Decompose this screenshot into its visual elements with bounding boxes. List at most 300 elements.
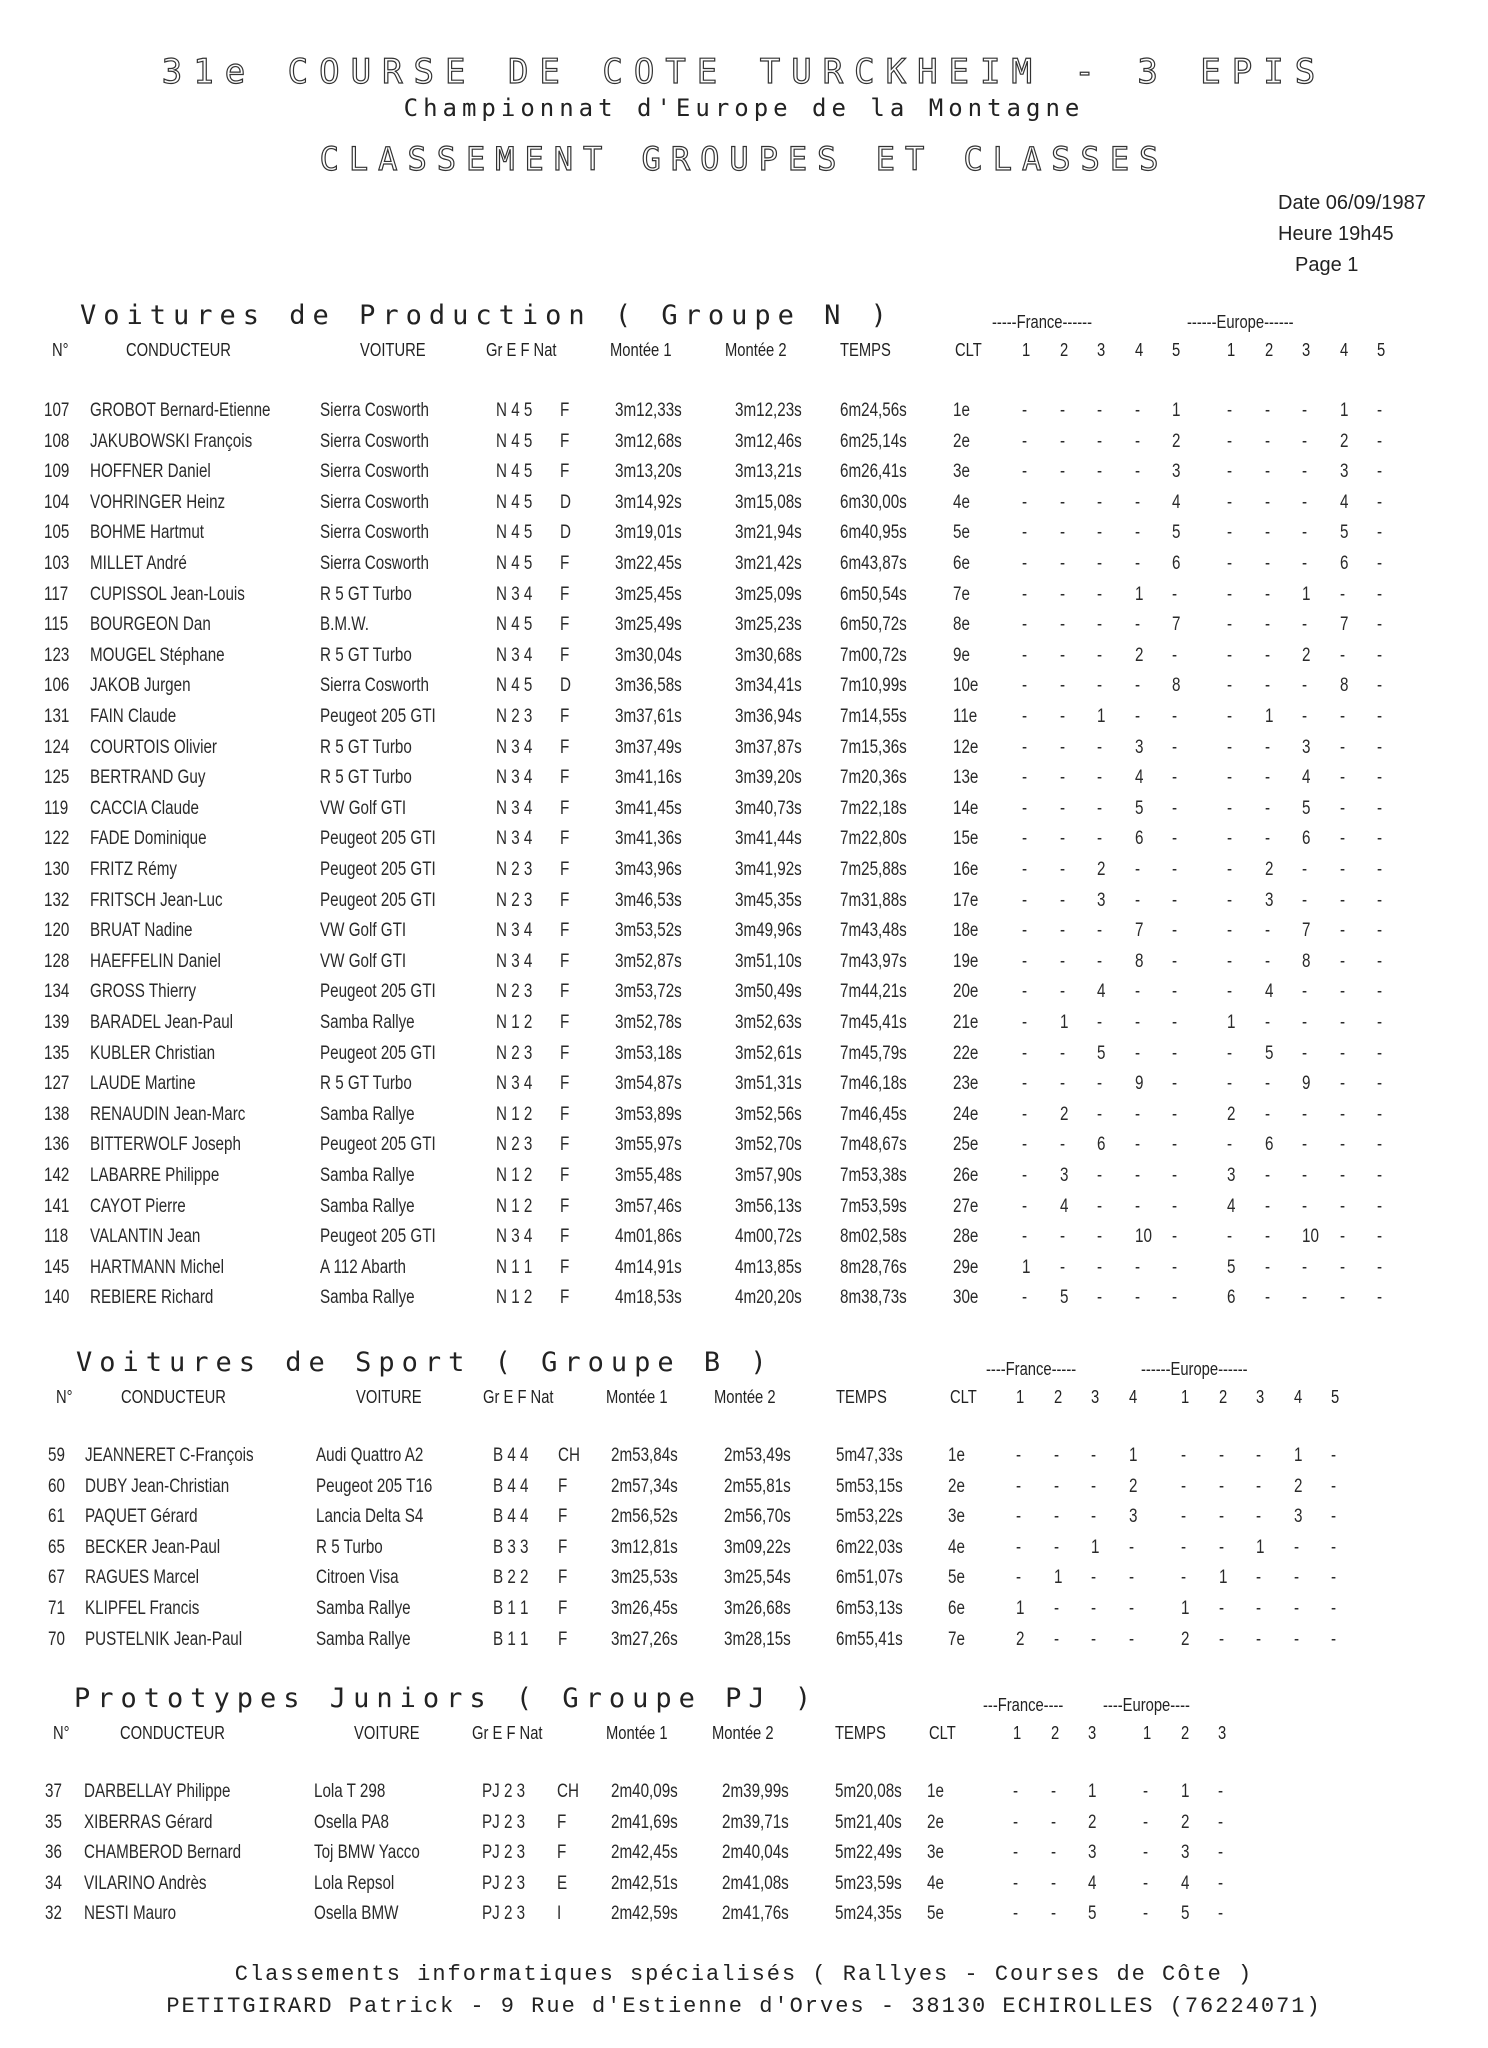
europe-class-rank: 2 [1227, 1103, 1236, 1125]
france-class-rank: - [1134, 1256, 1140, 1278]
result-row [0, 492, 1488, 522]
driver-name: BECKER Jean-Paul [85, 1536, 221, 1558]
france-class-rank: - [1059, 1073, 1065, 1095]
total-time: 6m26,41s [840, 461, 907, 483]
car-model: VW Golf GTI [320, 950, 407, 972]
france-class-rank: 1 [1091, 1536, 1100, 1558]
overall-rank: 2e [927, 1811, 944, 1833]
france-class-rank: - [1097, 644, 1103, 666]
result-row [0, 1257, 1488, 1287]
entry-number: 104 [44, 491, 70, 513]
france-class-rank: 1 [1053, 1567, 1062, 1589]
nationality: F [560, 1073, 570, 1095]
europe-class-rank: - [1339, 828, 1345, 850]
europe-col-header: 3 [1256, 1387, 1265, 1407]
entry-number: 120 [44, 920, 70, 942]
france-class-rank: - [1050, 1811, 1056, 1833]
nationality: F [560, 1256, 570, 1278]
col-num-header: N° [52, 340, 69, 360]
france-class-rank: - [1172, 950, 1178, 972]
europe-class-rank: - [1227, 950, 1233, 972]
france-class-rank: - [1134, 430, 1140, 452]
group-class: N 3 4 [496, 828, 533, 850]
europe-class-rank: - [1264, 430, 1270, 452]
france-class-rank: 1 [1016, 1598, 1025, 1619]
driver-name: GROBOT Bernard-Etienne [90, 400, 271, 421]
europe-class-rank: - [1377, 583, 1383, 605]
europe-class-rank: 7 [1302, 920, 1311, 942]
group-class: B 4 4 [493, 1506, 529, 1528]
run2-time: 3m13,21s [735, 461, 802, 483]
france-class-rank: - [1016, 1536, 1022, 1558]
run2-time: 3m25,23s [735, 614, 802, 636]
total-time: 6m43,87s [840, 553, 907, 574]
run2-time: 2m39,71s [722, 1811, 789, 1833]
europe-class-rank: - [1264, 644, 1270, 666]
france-class-rank: - [1022, 675, 1028, 697]
result-row [0, 798, 1488, 828]
france-class-rank: - [1134, 614, 1140, 636]
run1-time: 4m14,91s [615, 1256, 682, 1278]
run2-time: 3m52,56s [735, 1103, 802, 1125]
overall-rank: 28e [953, 1226, 979, 1248]
result-row [0, 461, 1488, 491]
europe-class-rank: - [1264, 491, 1270, 513]
total-time: 7m45,41s [840, 1012, 907, 1033]
europe-class-rank: - [1227, 553, 1233, 574]
run1-time: 3m13,20s [615, 461, 682, 483]
europe-class-rank: - [1181, 1475, 1187, 1497]
france-class-rank: - [1053, 1506, 1059, 1528]
total-time: 7m53,38s [840, 1165, 907, 1186]
entry-number: 134 [44, 981, 70, 1003]
run2-time: 3m15,08s [735, 491, 802, 513]
col-group-header: Gr E F Nat [472, 1723, 543, 1743]
driver-name: CAYOT Pierre [90, 1195, 186, 1217]
run1-time: 2m56,52s [611, 1506, 678, 1528]
entry-number: 65 [48, 1536, 65, 1558]
france-class-rank: - [1022, 1195, 1028, 1217]
entry-number: 138 [44, 1103, 70, 1125]
europe-class-rank: - [1218, 1506, 1224, 1528]
france-class-rank: 8 [1134, 950, 1143, 972]
result-row [0, 1134, 1488, 1164]
run1-time: 3m55,48s [615, 1165, 682, 1186]
total-time: 6m30,00s [840, 491, 907, 513]
france-class-rank: - [1050, 1781, 1056, 1802]
europe-class-rank: - [1227, 736, 1233, 758]
driver-name: RAGUES Marcel [85, 1567, 200, 1589]
result-row [0, 1629, 1488, 1659]
france-class-rank: - [1097, 553, 1103, 574]
europe-class-rank: - [1331, 1598, 1337, 1619]
europe-class-rank: 8 [1339, 675, 1348, 697]
france-class-rank: 5 [1172, 522, 1181, 544]
entry-number: 132 [44, 889, 70, 911]
run2-time: 2m41,08s [722, 1872, 789, 1894]
europe-col-header: 3 [1302, 340, 1311, 360]
france-class-rank: - [1097, 797, 1103, 819]
run1-time: 3m43,96s [615, 859, 682, 880]
france-class-rank: - [1059, 1042, 1065, 1064]
france-class-rank: 4 [1088, 1872, 1097, 1894]
france-class-rank: - [1134, 553, 1140, 574]
car-model: Peugeot 205 GTI [320, 706, 436, 727]
france-class-rank: 5 [1059, 1287, 1068, 1309]
driver-name: GROSS Thierry [90, 981, 197, 1003]
car-model: Peugeot 205 GTI [320, 859, 436, 880]
run2-time: 3m26,68s [724, 1598, 791, 1619]
car-model: Peugeot 205 GTI [320, 828, 436, 850]
europe-class-rank: - [1256, 1506, 1262, 1528]
france-class-rank: - [1059, 491, 1065, 513]
europe-class-rank: - [1264, 1195, 1270, 1217]
overall-rank: 1e [948, 1445, 965, 1466]
france-class-rank: - [1097, 675, 1103, 697]
result-row [0, 1873, 1488, 1903]
europe-class-rank: 4 [1180, 1872, 1189, 1894]
europe-class-rank: - [1331, 1506, 1337, 1528]
europe-class-rank: - [1302, 491, 1308, 513]
europe-class-rank: - [1302, 859, 1308, 880]
car-model: Samba Rallye [320, 1195, 415, 1217]
result-row [0, 1073, 1488, 1103]
nationality: F [560, 950, 570, 972]
france-class-rank: - [1016, 1475, 1022, 1497]
europe-class-rank: - [1181, 1536, 1187, 1558]
europe-class-rank: 5 [1302, 797, 1311, 819]
europe-class-rank: - [1377, 1073, 1383, 1095]
championship-subtitle: Championnat d'Europe de la Montagne [403, 94, 1085, 122]
france-group-label: ----France----- [986, 1359, 1077, 1379]
france-class-rank: - [1059, 706, 1065, 727]
nationality: D [560, 675, 571, 697]
run2-time: 3m52,63s [735, 1012, 802, 1033]
car-model: Sierra Cosworth [320, 400, 429, 421]
europe-class-rank: - [1256, 1445, 1262, 1466]
europe-class-rank: - [1377, 950, 1383, 972]
europe-class-rank: - [1302, 400, 1308, 421]
europe-class-rank: 2 [1264, 859, 1273, 880]
france-class-rank: - [1172, 1073, 1178, 1095]
nationality: F [560, 859, 570, 880]
driver-name: CHAMBEROD Bernard [84, 1842, 242, 1864]
total-time: 6m53,13s [836, 1598, 903, 1619]
document-header [0, 52, 1488, 178]
run2-time: 2m40,04s [722, 1842, 789, 1864]
nationality: CH [557, 1781, 579, 1802]
run1-time: 2m53,84s [611, 1445, 678, 1466]
run2-time: 3m30,68s [735, 644, 802, 666]
europe-class-rank: - [1377, 461, 1383, 483]
france-col-header: 1 [1013, 1723, 1022, 1743]
france-class-rank: - [1097, 1287, 1103, 1309]
europe-class-rank: - [1302, 430, 1308, 452]
france-class-rank: - [1172, 981, 1178, 1003]
entry-number: 131 [44, 706, 70, 727]
total-time: 6m50,72s [840, 614, 907, 636]
overall-rank: 7e [948, 1628, 965, 1650]
column-headers [0, 1387, 1488, 1417]
run2-time: 2m53,49s [724, 1445, 791, 1466]
car-model: R 5 GT Turbo [320, 583, 412, 605]
france-class-rank: - [1053, 1628, 1059, 1650]
overall-rank: 20e [953, 981, 979, 1003]
france-class-rank: - [1059, 981, 1065, 1003]
car-model: Audi Quattro A2 [316, 1445, 424, 1466]
car-model: Peugeot 205 GTI [320, 889, 436, 911]
nationality: F [560, 553, 570, 574]
car-model: Peugeot 205 T16 [316, 1475, 433, 1497]
europe-class-rank: - [1302, 981, 1308, 1003]
total-time: 7m15,36s [840, 736, 907, 758]
france-class-rank: - [1013, 1811, 1019, 1833]
total-time: 7m46,18s [840, 1073, 907, 1095]
france-class-rank: - [1097, 614, 1103, 636]
group-class: N 3 4 [496, 920, 533, 942]
france-class-rank: 6 [1097, 1134, 1106, 1156]
event-title: 31e COURSE DE COTE TURCKHEIM - 3 EPIS [161, 52, 1327, 92]
result-row [0, 1598, 1488, 1628]
europe-class-rank: - [1339, 767, 1345, 789]
car-model: Sierra Cosworth [320, 522, 429, 544]
result-row [0, 553, 1488, 583]
nationality: F [558, 1628, 568, 1650]
overall-rank: 16e [953, 859, 979, 880]
europe-class-rank: - [1181, 1445, 1187, 1466]
france-class-rank: 1 [1088, 1781, 1097, 1802]
group-class: N 3 4 [496, 950, 533, 972]
france-group-label: ---France---- [983, 1695, 1064, 1715]
europe-class-rank: - [1377, 981, 1383, 1003]
run1-time: 3m25,45s [615, 583, 682, 605]
europe-class-rank: - [1227, 1073, 1233, 1095]
france-class-rank: 1 [1022, 1256, 1031, 1278]
driver-name: HOFFNER Daniel [90, 461, 211, 483]
overall-rank: 5e [948, 1567, 965, 1589]
europe-col-header: 2 [1218, 1387, 1227, 1407]
europe-class-rank: - [1218, 1872, 1224, 1894]
entry-number: 67 [48, 1567, 65, 1589]
col-montee1-header: Montée 1 [606, 1387, 668, 1407]
france-class-rank: - [1172, 797, 1178, 819]
france-col-header: 4 [1134, 340, 1143, 360]
europe-class-rank: 1 [1302, 583, 1311, 605]
europe-class-rank: - [1264, 461, 1270, 483]
europe-group-label: ------Europe------ [1141, 1359, 1248, 1379]
run1-time: 3m25,49s [615, 614, 682, 636]
overall-rank: 3e [927, 1842, 944, 1864]
run2-time: 3m39,20s [735, 767, 802, 789]
europe-class-rank: - [1256, 1598, 1262, 1619]
europe-class-rank: 4 [1339, 491, 1348, 513]
france-class-rank: - [1053, 1536, 1059, 1558]
run2-time: 2m56,70s [724, 1506, 791, 1528]
france-class-rank: - [1134, 1042, 1140, 1064]
france-class-rank: - [1022, 614, 1028, 636]
europe-class-rank: - [1227, 859, 1233, 880]
europe-class-rank: - [1331, 1628, 1337, 1650]
france-class-rank: 3 [1172, 461, 1181, 483]
nationality: D [560, 491, 571, 513]
run1-time: 2m42,59s [611, 1903, 678, 1925]
total-time: 5m53,15s [836, 1475, 903, 1497]
run1-time: 3m53,52s [615, 920, 682, 942]
europe-class-rank: - [1331, 1475, 1337, 1497]
france-class-rank: - [1134, 491, 1140, 513]
europe-class-rank: 3 [1302, 736, 1311, 758]
entry-number: 61 [48, 1506, 65, 1528]
overall-rank: 18e [953, 920, 979, 942]
run1-time: 3m19,01s [615, 522, 682, 544]
europe-class-rank: - [1377, 1226, 1383, 1248]
france-class-rank: - [1091, 1445, 1097, 1466]
overall-rank: 22e [953, 1042, 979, 1064]
run1-time: 2m42,51s [611, 1872, 678, 1894]
france-class-rank: - [1022, 1012, 1028, 1033]
entry-number: 122 [44, 828, 70, 850]
car-model: R 5 GT Turbo [320, 644, 412, 666]
run1-time: 2m42,45s [611, 1842, 678, 1864]
france-group-label: -----France------ [992, 312, 1093, 332]
europe-class-rank: - [1227, 889, 1233, 911]
france-class-rank: - [1059, 797, 1065, 819]
run1-time: 2m57,34s [611, 1475, 678, 1497]
overall-rank: 11e [953, 706, 978, 727]
europe-class-rank: - [1293, 1598, 1299, 1619]
run2-time: 3m51,31s [735, 1073, 802, 1095]
result-row [0, 1567, 1488, 1597]
run1-time: 3m41,36s [615, 828, 682, 850]
total-time: 7m43,48s [840, 920, 907, 942]
group-class: B 1 1 [493, 1598, 529, 1619]
europe-class-rank: - [1227, 1042, 1233, 1064]
total-time: 7m22,18s [840, 797, 907, 819]
driver-name: BITTERWOLF Joseph [90, 1134, 241, 1156]
france-class-rank: - [1016, 1445, 1022, 1466]
footer-line-2: PETITGIRARD Patrick - 9 Rue d'Estienne d'Orves - 38130 ECHIROLLES (76224071) [166, 1994, 1322, 2019]
driver-name: XIBERRAS Gérard [84, 1811, 213, 1833]
car-model: Samba Rallye [316, 1628, 411, 1650]
overall-rank: 26e [953, 1165, 979, 1186]
europe-class-rank: - [1377, 1134, 1383, 1156]
europe-class-rank: - [1331, 1445, 1337, 1466]
europe-class-rank: - [1339, 950, 1345, 972]
run2-time: 3m40,73s [735, 797, 802, 819]
run1-time: 3m36,58s [615, 675, 682, 697]
run1-time: 4m01,86s [615, 1226, 682, 1248]
overall-rank: 4e [927, 1872, 944, 1894]
france-class-rank: - [1097, 583, 1103, 605]
france-class-rank: - [1059, 859, 1065, 880]
group-class: N 2 3 [496, 859, 533, 880]
europe-class-rank: - [1339, 1226, 1345, 1248]
driver-name: FRITSCH Jean-Luc [90, 889, 223, 911]
europe-class-rank: - [1218, 1475, 1224, 1497]
nationality: F [560, 1042, 570, 1064]
europe-class-rank: - [1302, 706, 1308, 727]
france-class-rank: - [1172, 1103, 1178, 1125]
nationality: F [560, 920, 570, 942]
europe-class-rank: - [1264, 1287, 1270, 1309]
group-class: PJ 2 3 [482, 1842, 526, 1864]
france-class-rank: - [1091, 1506, 1097, 1528]
europe-class-rank: - [1339, 706, 1345, 727]
europe-class-rank: - [1264, 614, 1270, 636]
driver-name: CUPISSOL Jean-Louis [90, 583, 245, 605]
france-class-rank: - [1053, 1475, 1059, 1497]
driver-name: REBIERE Richard [90, 1287, 214, 1309]
nationality: F [560, 736, 570, 758]
entry-number: 128 [44, 950, 70, 972]
france-class-rank: 4 [1059, 1195, 1068, 1217]
run2-time: 2m39,99s [722, 1781, 789, 1802]
france-class-rank: 2 [1059, 1103, 1068, 1125]
report-date: Date 06/09/1987 [1278, 192, 1426, 214]
entry-number: 35 [45, 1811, 62, 1833]
france-class-rank: - [1016, 1567, 1022, 1589]
col-clt-header: CLT [929, 1723, 956, 1743]
driver-name: BOHME Hartmut [90, 522, 205, 544]
overall-rank: 14e [953, 797, 979, 819]
france-class-rank: - [1053, 1445, 1059, 1466]
group-class: N 4 5 [496, 553, 533, 574]
classification-heading: CLASSEMENT GROUPES ET CLASSES [319, 140, 1169, 178]
france-class-rank: - [1059, 767, 1065, 789]
total-time: 8m38,73s [840, 1287, 907, 1309]
result-row [0, 1537, 1488, 1567]
europe-class-rank: 7 [1339, 614, 1348, 636]
total-time: 7m45,79s [840, 1042, 907, 1064]
europe-class-rank: - [1256, 1475, 1262, 1497]
nationality: F [560, 828, 570, 850]
driver-name: HAEFFELIN Daniel [90, 950, 221, 972]
france-class-rank: - [1022, 981, 1028, 1003]
europe-class-rank: 8 [1302, 950, 1311, 972]
france-class-rank: - [1059, 889, 1065, 911]
run2-time: 2m55,81s [724, 1475, 791, 1497]
europe-class-rank: - [1302, 522, 1308, 544]
france-class-rank: - [1059, 675, 1065, 697]
europe-class-rank: - [1339, 1195, 1345, 1217]
europe-class-rank: - [1339, 920, 1345, 942]
france-class-rank: 1 [1128, 1445, 1137, 1466]
europe-class-rank: - [1377, 644, 1383, 666]
driver-name: DARBELLAY Philippe [84, 1781, 231, 1802]
result-row [0, 767, 1488, 797]
group-class: PJ 2 3 [482, 1811, 526, 1833]
europe-class-rank: - [1377, 491, 1383, 513]
europe-class-rank: - [1227, 430, 1233, 452]
france-class-rank: 5 [1088, 1903, 1097, 1925]
france-class-rank: - [1059, 1134, 1065, 1156]
report-meta [1278, 188, 1426, 281]
total-time: 8m02,58s [840, 1226, 907, 1248]
driver-name: JAKOB Jurgen [90, 675, 191, 697]
col-temps-header: TEMPS [836, 1387, 887, 1407]
france-class-rank: - [1097, 461, 1103, 483]
france-class-rank: - [1022, 553, 1028, 574]
run1-time: 3m22,45s [615, 553, 682, 574]
france-class-rank: - [1022, 1073, 1028, 1095]
europe-class-rank: - [1227, 1134, 1233, 1156]
europe-class-rank: - [1331, 1536, 1337, 1558]
run1-time: 3m25,53s [611, 1567, 678, 1589]
total-time: 7m10,99s [840, 675, 907, 697]
driver-name: BARADEL Jean-Paul [90, 1012, 234, 1033]
run2-time: 3m21,42s [735, 553, 802, 574]
group-class: N 1 1 [496, 1256, 533, 1278]
